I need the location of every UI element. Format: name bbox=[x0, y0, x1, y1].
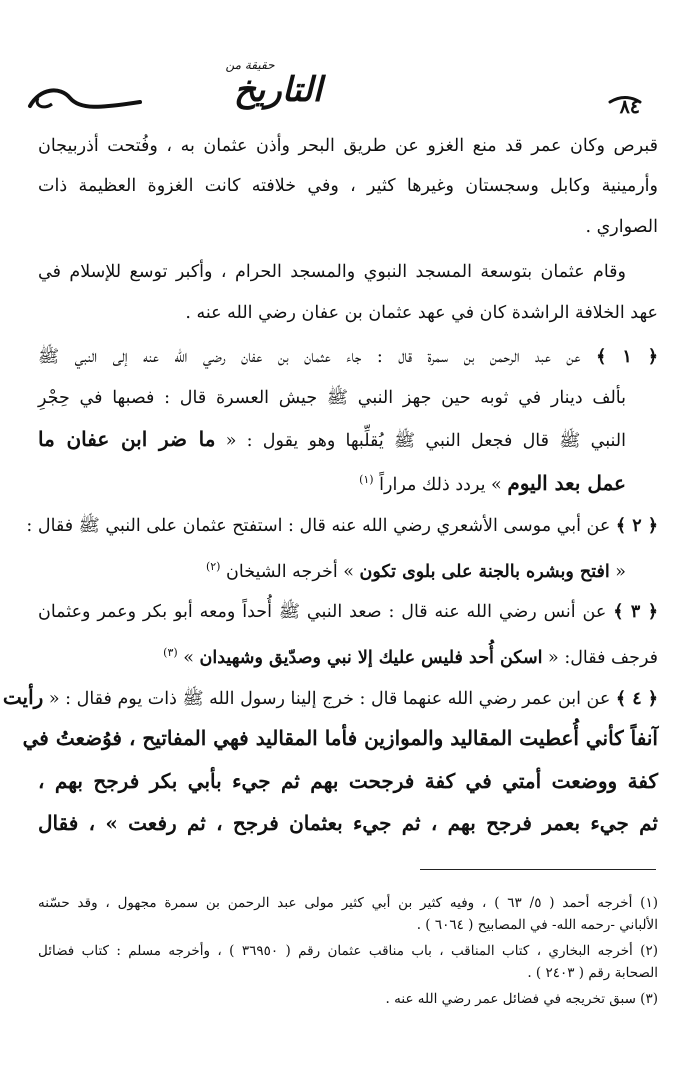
hadith-quote: ما ضر ابن عفان ما bbox=[38, 427, 216, 451]
hadith-4-line-1 bbox=[2, 683, 658, 713]
hadith-1-line-2: بألف دينار في ثوبه حين جهز النبي ﷺ جيش العسرة قال : فصبها في حِجْرِ bbox=[38, 388, 626, 408]
hadith-2-line-1 bbox=[26, 512, 658, 540]
hadith-number: ﴿ ١ ﴾ bbox=[596, 347, 658, 367]
hadith-number: ﴿ ٢ ﴾ bbox=[615, 516, 658, 536]
hadith-number: ﴿ ٤ ﴾ bbox=[615, 689, 658, 709]
hadith-number: ﴿ ٣ ﴾ bbox=[613, 602, 658, 622]
hadith-text: عن ابن عمر رضي الله عنهما قال : خرج إلينا رسول الله ﷺ ذات يوم فقال : « bbox=[43, 689, 611, 709]
hadith-quote: اسكن أُحد فليس عليك إلا نبي وصدّيق وشهيدان bbox=[199, 647, 543, 668]
hadith-4-line-3: كفة ووضعت أمتي في كفة فرجحت بهم ثم جيء بأبي بكر فرجح بهم ، bbox=[38, 769, 658, 793]
page-number: ٨٤ bbox=[619, 96, 640, 118]
hadith-text: عن أبي موسى الأشعري رضي الله عنه قال : استفتح عثمان على النبي ﷺ فقال : bbox=[26, 516, 611, 536]
hadith-3-line-1 bbox=[38, 598, 658, 626]
footnote-ref: (٣) bbox=[163, 646, 178, 659]
footnote-1-cont: الألباني -رحمه الله- في المصابيح ( ٦٠٦٤ ) . bbox=[416, 917, 658, 933]
text-line: وقام عثمان بتوسعة المسجد النبوي والمسجد الحرام ، وأكبر توسع للإسلام في bbox=[38, 262, 626, 282]
hadith-1-line-3 bbox=[38, 425, 626, 455]
hadith-2-line-2 bbox=[38, 553, 626, 586]
hadith-text: النبي ﷺ قال فجعل النبي ﷺ يُقلِّبها وهو يقول : « bbox=[215, 431, 626, 451]
page-header bbox=[0, 58, 698, 128]
hadith-3-line-2 bbox=[38, 639, 658, 672]
hadith-text: عن أنس رضي الله عنه قال : صعد النبي ﷺ أُحداً ومعه أبو بكر وعمر وعثمان bbox=[38, 602, 607, 622]
hadith-text: عن عبد الرحمن بن سمرة قال : جاء عثمان بن عفان رضي الله عنه إلى النبي ﷺ bbox=[38, 347, 581, 367]
footnote-2: (٢) أخرجه البخاري ، كتاب المناقب ، باب مناقب عثمان رقم ( ٣٦٩٥٠ ) ، وأخرجه مسلم : كتاب فضائل bbox=[38, 943, 658, 959]
hadith-text: » أخرجه الشيخان bbox=[226, 561, 360, 582]
text-line: وأرمينية وكابل وسجستان وغيرها كثير ، وفي خلافته كانت الغزوة العظيمة ذات bbox=[38, 176, 658, 196]
hadith-1-line-1 bbox=[38, 343, 658, 371]
hadith-quote: عمل بعد اليوم bbox=[507, 470, 626, 495]
hadith-text: » bbox=[183, 647, 200, 668]
hadith-quote: افتح وبشره بالجنة على بلوى تكون bbox=[359, 561, 610, 582]
footnote-2-cont: الصحابة رقم ( ٢٤٠٣ ) . bbox=[527, 965, 658, 981]
text-line: عهد الخلافة الراشدة كان في عهد عثمان بن عفان رضي الله عنه . bbox=[185, 303, 658, 323]
series-label: حقيقة من bbox=[225, 58, 275, 72]
text-line: الصواري . bbox=[585, 217, 658, 237]
footnote-1: (١) أخرجه أحمد ( ٥/ ٦٣ ) ، وفيه كثير بن أبي كثير مولى عبد الرحمن بن سمرة مجهول ، وقد حسّنه bbox=[38, 895, 658, 911]
footnote-3: (٣) سبق تخريجه في فضائل عمر رضي الله عنه . bbox=[385, 991, 658, 1007]
footnote-ref: (٢) bbox=[205, 560, 221, 573]
hadith-text: » يردد ذلك مراراً bbox=[379, 474, 508, 495]
hadith-text: فرجف فقال: « bbox=[542, 647, 658, 668]
hadith-4-line-4 bbox=[38, 809, 658, 839]
hadith-quote: ثم جيء بعمر فرجح بهم ، ثم جيء بعثمان فرجح ، ثم رفعت bbox=[128, 811, 658, 835]
hadith-text: « bbox=[609, 561, 626, 582]
book-title: التاريخ bbox=[233, 70, 323, 110]
footnote-divider bbox=[420, 869, 656, 870]
hadith-quote: رأيت bbox=[2, 685, 44, 709]
footnote-ref: (١) bbox=[359, 473, 374, 486]
hadith-text: » ، فقال bbox=[38, 811, 129, 835]
hadith-4-line-2: آنفاً كأني أُعطيت المقاليد والموازين فأما المقاليد فهي المفاتيح ، فوُضعتُ في bbox=[22, 726, 658, 750]
header-title-block bbox=[148, 58, 408, 124]
hadith-1-line-4 bbox=[38, 466, 626, 499]
text-line: قبرص وكان عمر قد منع الغزو عن طريق البحر وأذن عثمان به ، وفُتحت أذربيجان bbox=[38, 136, 658, 156]
